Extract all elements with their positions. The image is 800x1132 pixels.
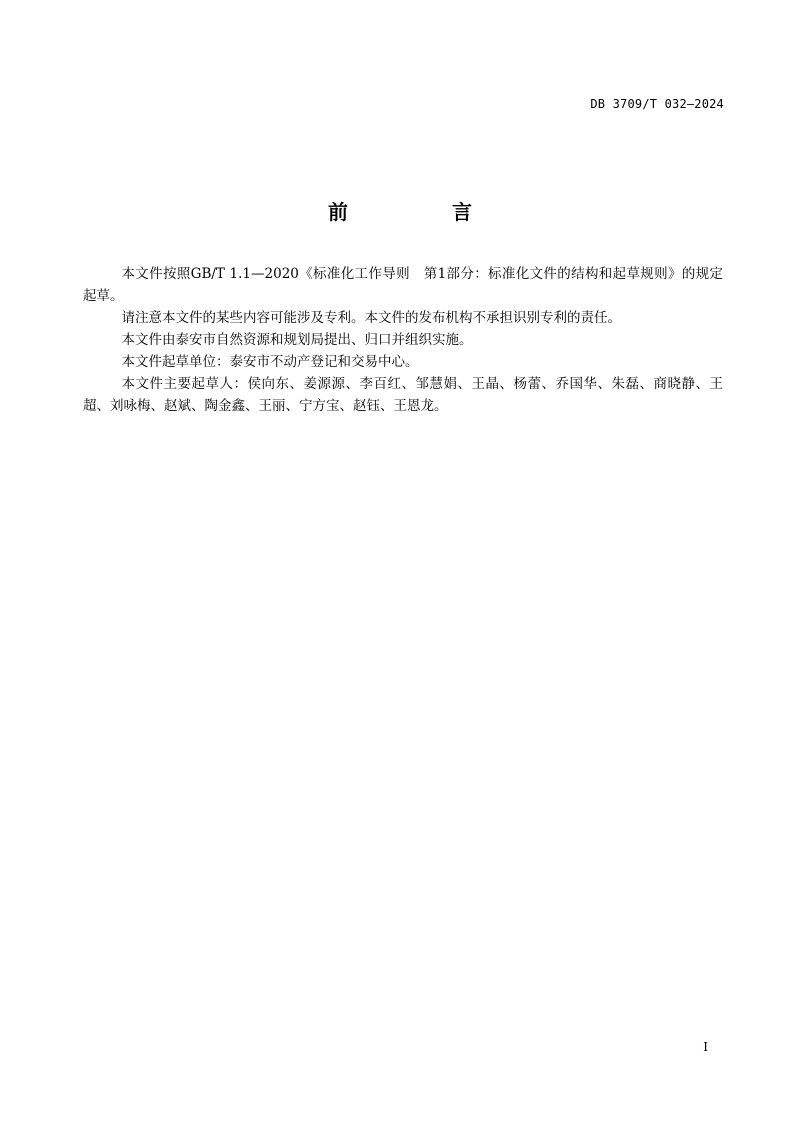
foreword-body [83, 263, 723, 417]
paragraph-drafting-unit: 本文件起草单位：泰安市不动产登记和交易中心。 [121, 354, 419, 370]
paragraph-drafting-basis: 本文件按照GB/T 1.1—2020《标准化工作导则 第1部分：标准化文件的结构和起草规则》的规定起草。 [83, 266, 723, 304]
paragraph-patent-notice: 请注意本文件的某些内容可能涉及专利。本文件的发布机构不承担识别专利的责任。 [121, 310, 621, 326]
paragraph-drafters: 本文件主要起草人：侯向东、姜源源、李百红、邹慧娟、王晶、杨蕾、乔国华、朱磊、商晓静、王超、刘咏梅、赵斌、陶金鑫、王丽、宁方宝、赵钰、王恩龙。 [83, 376, 723, 414]
paragraph-proposer: 本文件由泰安市自然资源和规划局提出、归口并组织实施。 [121, 332, 473, 348]
page-title: 前 言 [328, 200, 514, 224]
page-number: I [703, 1040, 708, 1054]
document-code: DB 3709/T 032—2024 [590, 97, 724, 111]
